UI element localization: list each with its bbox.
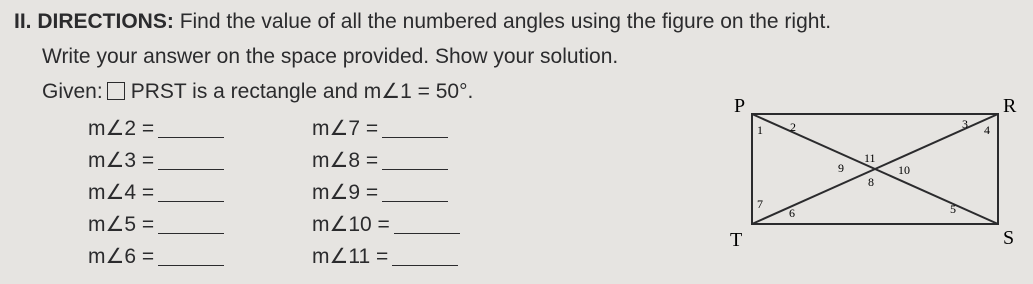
answer-label: m∠4 = <box>88 181 155 204</box>
answer-label: m∠8 = <box>312 149 379 172</box>
directions-label: II. DIRECTIONS: <box>14 10 174 33</box>
answer-label: m∠5 = <box>88 213 155 236</box>
angle-1: 1 <box>757 123 763 137</box>
angle-8: 8 <box>868 175 874 189</box>
given-text: PRST is a rectangle and m∠1 = 50°. <box>130 80 474 103</box>
answer-label: m∠11 = <box>312 245 389 268</box>
given-label: Given: <box>42 80 103 103</box>
answer-label: m∠9 = <box>312 181 379 204</box>
vertex-r: R <box>1003 95 1017 117</box>
angle-7: 7 <box>757 197 763 211</box>
angle-3: 3 <box>962 117 968 131</box>
vertex-p: P <box>734 95 746 117</box>
vertex-t: T <box>730 229 743 251</box>
directions-text: Find the value of all the numbered angles using the figure on the right. <box>179 10 832 33</box>
answer-label: m∠6 = <box>88 245 155 268</box>
answer-label: m∠2 = <box>88 117 155 140</box>
angle-4: 4 <box>984 123 990 137</box>
angle-2: 2 <box>790 120 796 134</box>
answer-label: m∠7 = <box>312 117 379 140</box>
angle-9: 9 <box>838 161 844 175</box>
instruction-text: Write your answer on the space provided. Show your solution. <box>42 45 619 68</box>
answer-label: m∠10 = <box>312 213 390 236</box>
angle-10: 10 <box>898 163 910 177</box>
angle-5: 5 <box>950 202 956 216</box>
vertex-s: S <box>1003 227 1015 249</box>
angle-6: 6 <box>789 206 795 220</box>
angle-11: 11 <box>864 151 876 165</box>
answer-label: m∠3 = <box>88 149 155 172</box>
